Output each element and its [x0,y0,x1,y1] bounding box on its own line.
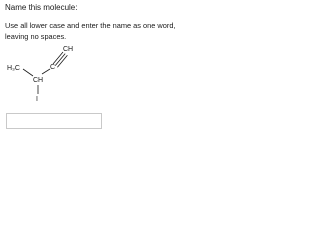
bond-c-ch [42,69,50,74]
triple-bond [53,52,67,67]
bond-methyl-ch [23,69,33,76]
answer-input[interactable] [6,113,102,129]
atom-terminal-ch: CH [63,46,74,53]
atom-methine: CH [33,77,44,84]
atom-methyl: H₃C [7,65,20,72]
question-instructions: Use all lower case and enter the name as one word, leaving no spaces. [5,21,176,41]
atom-iodine: I [36,96,38,103]
question-title: Name this molecule: [5,3,78,12]
atom-alkyne-c: C [50,64,56,71]
